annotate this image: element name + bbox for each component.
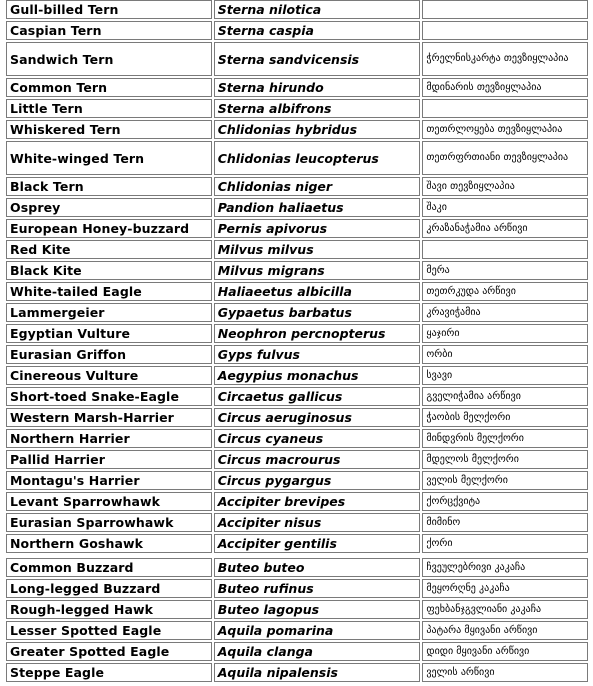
table-row <box>6 492 588 511</box>
georgian-name-cell: თეთრფრთიანი თევზიყლაპია <box>422 141 588 175</box>
table-row <box>6 282 588 301</box>
scientific-name-cell: Aegypius monachus <box>214 366 421 385</box>
table-row <box>6 78 588 97</box>
table-row <box>6 366 588 385</box>
english-name-cell: Short-toed Snake-Eagle <box>6 387 212 406</box>
english-name-cell: Whiskered Tern <box>6 120 212 139</box>
english-name-cell: Gull-billed Tern <box>6 0 212 19</box>
georgian-name-cell: ქორცქვიტა <box>422 492 588 511</box>
scientific-name-cell: Gypaetus barbatus <box>214 303 421 322</box>
table-row <box>6 345 588 364</box>
table-row <box>6 642 588 661</box>
scientific-name-cell: Neophron percnopterus <box>214 324 421 343</box>
english-name-cell: Lammergeier <box>6 303 212 322</box>
georgian-name-cell: მდელოს მელქორი <box>422 450 588 469</box>
scientific-name-cell: Sterna hirundo <box>214 78 421 97</box>
georgian-name-cell: მიმინო <box>422 513 588 532</box>
scientific-name-cell: Circus pygargus <box>214 471 421 490</box>
english-name-cell: Montagu's Harrier <box>6 471 212 490</box>
scientific-name-cell: Gyps fulvus <box>214 345 421 364</box>
english-name-cell: Black Tern <box>6 177 212 196</box>
english-name-cell: White-tailed Eagle <box>6 282 212 301</box>
scientific-name-cell: Buteo rufinus <box>214 579 421 598</box>
table-row <box>6 198 588 217</box>
scientific-name-cell: Sterna sandvicensis <box>214 42 421 76</box>
species-table-bottom <box>4 556 590 684</box>
scientific-name-cell: Sterna albifrons <box>214 99 421 118</box>
english-name-cell: Long-legged Buzzard <box>6 579 212 598</box>
scientific-name-cell: Pernis apivorus <box>214 219 421 238</box>
georgian-name-cell: კრავიჭამია <box>422 303 588 322</box>
scientific-name-cell: Buteo lagopus <box>214 600 421 619</box>
scientific-name-cell: Circus aeruginosus <box>214 408 421 427</box>
georgian-name-cell: ჭრელნისკარტა თევზიყლაპია <box>422 42 588 76</box>
georgian-name-cell: პატარა მყივანი არწივი <box>422 621 588 640</box>
table-row <box>6 534 588 553</box>
table-row <box>6 219 588 238</box>
georgian-name-cell: სვავი <box>422 366 588 385</box>
table-row <box>6 324 588 343</box>
english-name-cell: Pallid Harrier <box>6 450 212 469</box>
georgian-name-cell: გველიჭამია არწივი <box>422 387 588 406</box>
english-name-cell: Eurasian Griffon <box>6 345 212 364</box>
scientific-name-cell: Pandion haliaetus <box>214 198 421 217</box>
scientific-name-cell: Accipiter gentilis <box>214 534 421 553</box>
species-table-top <box>4 0 590 555</box>
english-name-cell: Steppe Eagle <box>6 663 212 682</box>
georgian-name-cell: თეთრკუდა არწივი <box>422 282 588 301</box>
english-name-cell: Common Tern <box>6 78 212 97</box>
english-name-cell: Common Buzzard <box>6 558 212 577</box>
scientific-name-cell: Milvus migrans <box>214 261 421 280</box>
table-row <box>6 408 588 427</box>
english-name-cell: Lesser Spotted Eagle <box>6 621 212 640</box>
scientific-name-cell: Accipiter brevipes <box>214 492 421 511</box>
georgian-name-cell: თეთრლოყება თევზიყლაპია <box>422 120 588 139</box>
table-row <box>6 42 588 76</box>
table-row <box>6 303 588 322</box>
english-name-cell: Little Tern <box>6 99 212 118</box>
english-name-cell: Red Kite <box>6 240 212 259</box>
georgian-name-cell: ორბი <box>422 345 588 364</box>
english-name-cell: European Honey-buzzard <box>6 219 212 238</box>
species-table-bottom-body <box>6 558 588 682</box>
table-row <box>6 621 588 640</box>
english-name-cell: Caspian Tern <box>6 21 212 40</box>
table-row <box>6 513 588 532</box>
scientific-name-cell: Chlidonias hybridus <box>214 120 421 139</box>
english-name-cell: Northern Harrier <box>6 429 212 448</box>
english-name-cell: Sandwich Tern <box>6 42 212 76</box>
english-name-cell: Osprey <box>6 198 212 217</box>
species-table-top-body <box>6 0 588 553</box>
english-name-cell: Western Marsh-Harrier <box>6 408 212 427</box>
table-row <box>6 450 588 469</box>
english-name-cell: Rough-legged Hawk <box>6 600 212 619</box>
table-row <box>6 177 588 196</box>
georgian-name-cell <box>422 21 588 40</box>
scientific-name-cell: Haliaeetus albicilla <box>214 282 421 301</box>
georgian-name-cell: დიდი მყივანი არწივი <box>422 642 588 661</box>
georgian-name-cell: კრაზანაჭამია არწივი <box>422 219 588 238</box>
georgian-name-cell: ველის მელქორი <box>422 471 588 490</box>
table-row <box>6 120 588 139</box>
table-row <box>6 21 588 40</box>
scientific-name-cell: Aquila pomarina <box>214 621 421 640</box>
english-name-cell: Levant Sparrowhawk <box>6 492 212 511</box>
georgian-name-cell: შავი თევზიყლაპია <box>422 177 588 196</box>
georgian-name-cell: ქორი <box>422 534 588 553</box>
scientific-name-cell: Aquila nipalensis <box>214 663 421 682</box>
georgian-name-cell: მეყორღნე კაკაჩა <box>422 579 588 598</box>
table-row <box>6 99 588 118</box>
scientific-name-cell: Buteo buteo <box>214 558 421 577</box>
georgian-name-cell: ჭაობის მელქორი <box>422 408 588 427</box>
scientific-name-cell: Aquila clanga <box>214 642 421 661</box>
table-row <box>6 240 588 259</box>
georgian-name-cell: შაკი <box>422 198 588 217</box>
scientific-name-cell: Circaetus gallicus <box>214 387 421 406</box>
english-name-cell: Northern Goshawk <box>6 534 212 553</box>
table-row <box>6 0 588 19</box>
scientific-name-cell: Milvus milvus <box>214 240 421 259</box>
table-row <box>6 471 588 490</box>
table-row <box>6 663 588 682</box>
georgian-name-cell: მერა <box>422 261 588 280</box>
english-name-cell: Eurasian Sparrowhawk <box>6 513 212 532</box>
georgian-name-cell: ველის არწივი <box>422 663 588 682</box>
table-row <box>6 387 588 406</box>
english-name-cell: Cinereous Vulture <box>6 366 212 385</box>
georgian-name-cell <box>422 0 588 19</box>
scientific-name-cell: Chlidonias niger <box>214 177 421 196</box>
english-name-cell: Egyptian Vulture <box>6 324 212 343</box>
table-row <box>6 558 588 577</box>
scientific-name-cell: Accipiter nisus <box>214 513 421 532</box>
georgian-name-cell <box>422 240 588 259</box>
georgian-name-cell: ჩვეულებრივი კაკაჩა <box>422 558 588 577</box>
georgian-name-cell: ფეხბანჯგვლიანი კაკაჩა <box>422 600 588 619</box>
table-row <box>6 429 588 448</box>
table-row <box>6 600 588 619</box>
scientific-name-cell: Sterna caspia <box>214 21 421 40</box>
table-row <box>6 579 588 598</box>
scientific-name-cell: Sterna nilotica <box>214 0 421 19</box>
scientific-name-cell: Circus macrourus <box>214 450 421 469</box>
scientific-name-cell: Circus cyaneus <box>214 429 421 448</box>
georgian-name-cell: მინდვრის მელქორი <box>422 429 588 448</box>
scientific-name-cell: Chlidonias leucopterus <box>214 141 421 175</box>
english-name-cell: White-winged Tern <box>6 141 212 175</box>
table-row <box>6 141 588 175</box>
georgian-name-cell: ყაჯირი <box>422 324 588 343</box>
table-row <box>6 261 588 280</box>
english-name-cell: Black Kite <box>6 261 212 280</box>
english-name-cell: Greater Spotted Eagle <box>6 642 212 661</box>
georgian-name-cell: მდინარის თევზიყლაპია <box>422 78 588 97</box>
georgian-name-cell <box>422 99 588 118</box>
